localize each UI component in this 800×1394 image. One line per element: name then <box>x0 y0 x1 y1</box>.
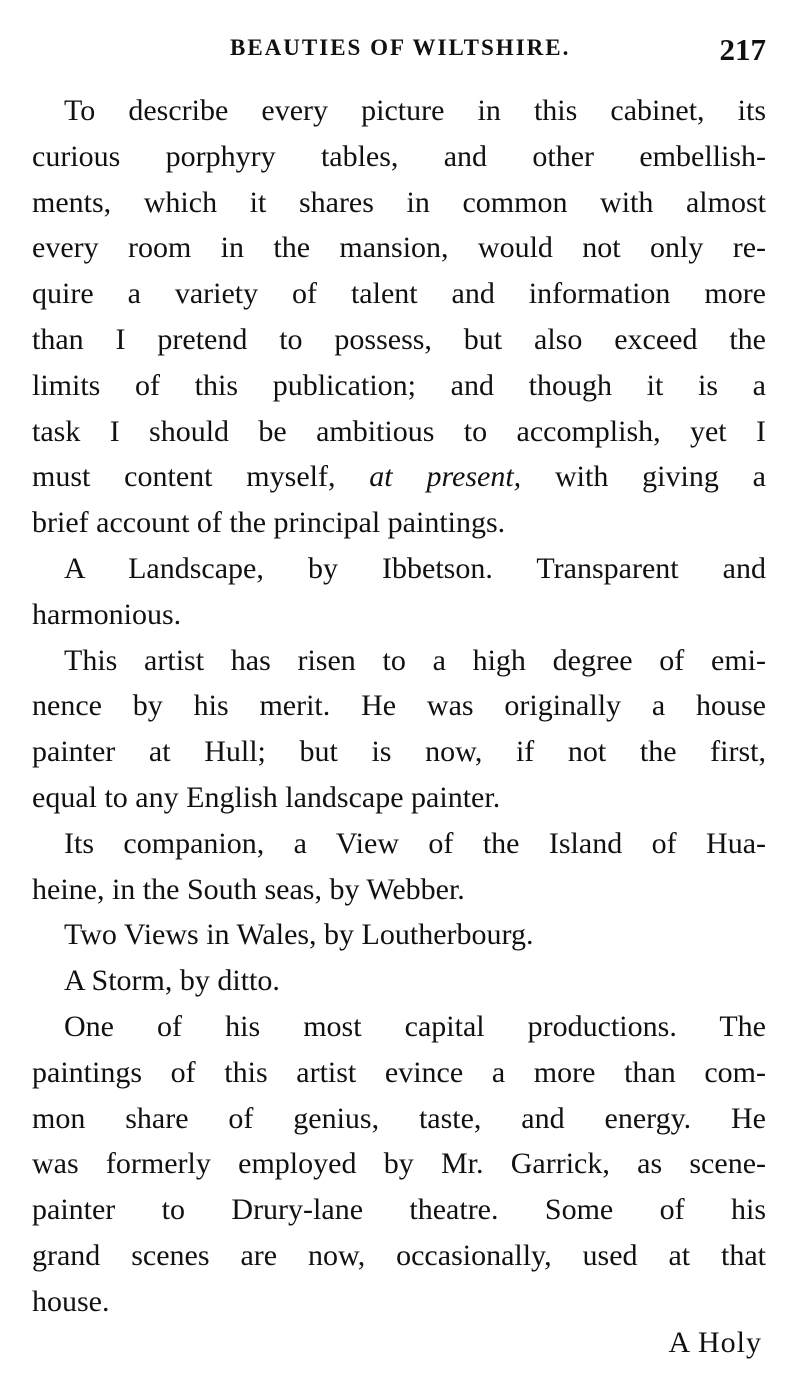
text-run: with giving a <box>521 460 766 494</box>
text-line: curious porphyry tables, and other embellish- <box>32 139 766 173</box>
text-line: To describe every picture in this cabinet, its <box>64 94 766 127</box>
text-line: painter at Hull; but is now, if not the first, <box>32 735 766 769</box>
text-line: paintings of this artist evince a more than com- <box>32 1055 766 1089</box>
text-line: One of his most capital productions. The <box>64 1009 766 1043</box>
catchword: A Holy <box>668 1326 762 1359</box>
paragraph-3 <box>32 638 766 821</box>
text-line: painter to Drury-lane theatre. Some of his <box>32 1193 766 1227</box>
text-line: This artist has risen to a high degree of emi- <box>64 643 766 677</box>
running-title: BEAUTIES OF WILTSHIRE. <box>230 35 571 60</box>
text-line: grand scenes are now, occasionally, used at that <box>32 1238 766 1272</box>
page-header <box>32 32 766 74</box>
paragraph-5 <box>32 912 766 958</box>
text-line: equal to any English landscape painter. <box>32 780 501 814</box>
text-line: was formerly employed by Mr. Garrick, as scene- <box>32 1147 766 1181</box>
text-line: A Storm, by ditto. <box>64 964 280 998</box>
italic-text: at present, <box>369 460 522 494</box>
text-line: mon share of genius, taste, and energy. He <box>32 1101 766 1135</box>
text-line: than I pretend to possess, but also exceed the <box>32 322 766 356</box>
text-line: Two Views in Wales, by Loutherbourg. <box>64 918 534 952</box>
text-line: nence by his merit. He was originally a house <box>32 689 766 723</box>
text-line: limits of this publication; and though it is a <box>32 368 766 402</box>
paragraph-1 <box>32 88 766 546</box>
paragraph-6 <box>32 958 766 1004</box>
text-line: brief account of the principal paintings. <box>32 506 506 540</box>
text-line: every room in the mansion, would not only re- <box>32 231 766 265</box>
text-line: ments, which it shares in common with almost <box>32 185 766 219</box>
text-line: A Landscape, by Ibbetson. Transparent and <box>64 551 766 585</box>
text-line: heine, in the South seas, by Webber. <box>32 872 465 906</box>
page-number: 217 <box>719 32 766 67</box>
text-line: task I should be ambitious to accomplish, yet I <box>32 414 766 448</box>
paragraph-4 <box>32 821 766 913</box>
paragraph-2 <box>32 546 766 638</box>
text-line: Its companion, a View of the Island of Hua- <box>64 826 766 860</box>
text-line: harmonious. <box>32 597 182 631</box>
text-run: must content myself, <box>32 460 370 494</box>
body-text <box>32 88 766 1325</box>
text-line: quire a variety of talent and information more <box>32 277 766 311</box>
text-line: house. <box>32 1284 110 1318</box>
text-line-with-italic <box>32 454 766 500</box>
paragraph-7 <box>32 1004 766 1325</box>
